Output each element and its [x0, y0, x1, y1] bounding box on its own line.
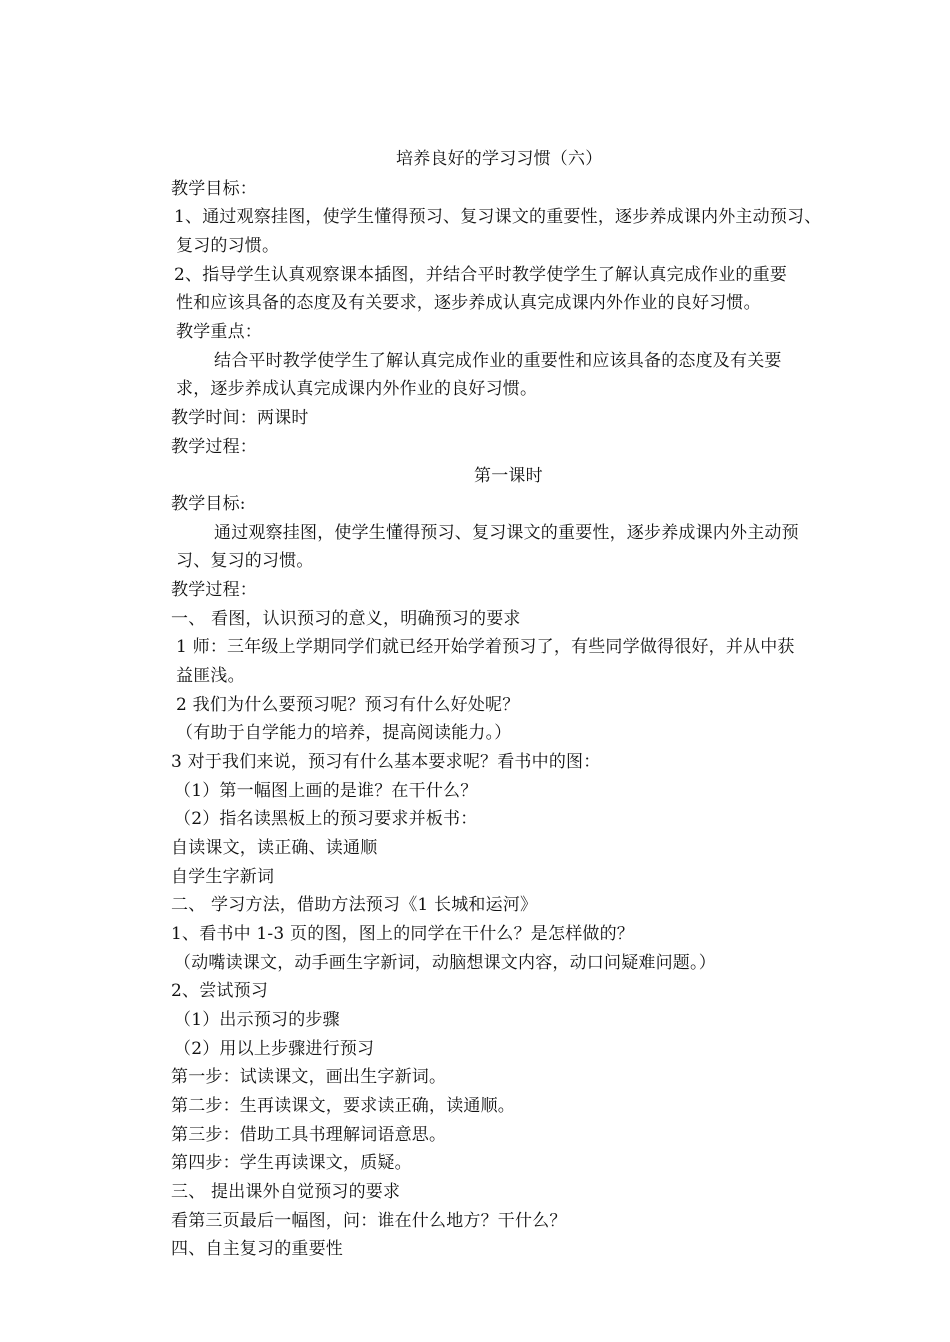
goal-2-line-1: 2、指导学生认真观察课本插图，并结合平时教学使学生了解认真完成作业的重要	[174, 265, 788, 285]
first-lesson-heading: 第一课时	[474, 466, 543, 486]
section-2-item-1-answer: （动嘴读课文，动手画生字新词，动脑想课文内容，动口问疑难问题。）	[174, 953, 716, 973]
goal-2-line-2: 性和应该具备的态度及有关要求，逐步养成认真完成课内外作业的良好习惯。	[176, 293, 761, 313]
section-2-item-1: 1、看书中 1-3 页的图，图上的同学在干什么？是怎样做的？	[171, 924, 634, 944]
step-3: 第三步：借助工具书理解词语意思。	[171, 1125, 447, 1145]
document-title: 培养良好的学习习惯（六）	[396, 149, 603, 169]
heading-lesson-goals: 教学目标:	[171, 494, 246, 514]
section-3-heading: 三、 提出课外自觉预习的要求	[171, 1182, 401, 1202]
goal-1-line-1: 1、通过观察挂图，使学生懂得预习、复习课文的重要性，逐步养成课内外主动预习、	[174, 207, 822, 227]
teaching-time: 教学时间：两课时	[171, 408, 309, 428]
item-1-line-2: 益匪浅。	[176, 666, 245, 686]
lesson-goal-line-1: 通过观察挂图，使学生懂得预习、复习课文的重要性，逐步养成课内外主动预	[214, 523, 799, 543]
heading-teaching-process: 教学过程：	[171, 437, 257, 457]
heading-teaching-goals: 教学目标：	[171, 179, 257, 199]
section-2-sub-2: （2）用以上步骤进行预习	[174, 1039, 375, 1059]
lesson-goal-line-2: 习、复习的习惯。	[176, 551, 314, 571]
heading-teaching-focus: 教学重点：	[176, 322, 262, 342]
step-4: 第四步：学生再读课文，质疑。	[171, 1153, 412, 1173]
section-2-sub-1: （1）出示预习的步骤	[174, 1010, 340, 1030]
section-2-heading: 二、 学习方法，借助方法预习《1 长城和运河》	[171, 895, 538, 915]
item-3-sub-2: （2）指名读黑板上的预习要求并板书：	[174, 809, 478, 829]
heading-lesson-process: 教学过程：	[171, 580, 257, 600]
section-1-heading: 一、 看图，认识预习的意义，明确预习的要求	[171, 609, 521, 629]
item-2: 2 我们为什么要预习呢？预习有什么好处呢？	[176, 695, 520, 715]
focus-line-2: 求，逐步养成认真完成课内外作业的良好习惯。	[176, 379, 538, 399]
item-1-line-1: 1 师：三年级上学期同学们就已经开始学着预习了，有些同学做得很好，并从中获	[176, 637, 795, 657]
goal-1-line-2: 复习的习惯。	[176, 236, 280, 256]
section-2-item-2: 2、尝试预习	[171, 981, 269, 1001]
item-3-sub-1: （1）第一幅图上画的是谁？在干什么？	[174, 781, 478, 801]
step-2: 第二步：生再读课文，要求读正确，读通顺。	[171, 1096, 515, 1116]
step-1: 第一步：试读课文，画出生字新词。	[171, 1067, 447, 1087]
item-3: 3 对于我们来说，预习有什么基本要求呢？看书中的图：	[171, 752, 601, 772]
focus-line-1: 结合平时教学使学生了解认真完成作业的重要性和应该具备的态度及有关要	[214, 351, 782, 371]
section-3-line: 看第三页最后一幅图，问：谁在什么地方？干什么？	[171, 1211, 567, 1231]
item-2-answer: （有助于自学能力的培养，提高阅读能力。）	[176, 723, 512, 743]
board-line-1: 自读课文，读正确、读通顺	[171, 838, 378, 858]
board-line-2: 自学生字新词	[171, 867, 275, 887]
section-4-heading: 四、自主复习的重要性	[171, 1239, 343, 1259]
